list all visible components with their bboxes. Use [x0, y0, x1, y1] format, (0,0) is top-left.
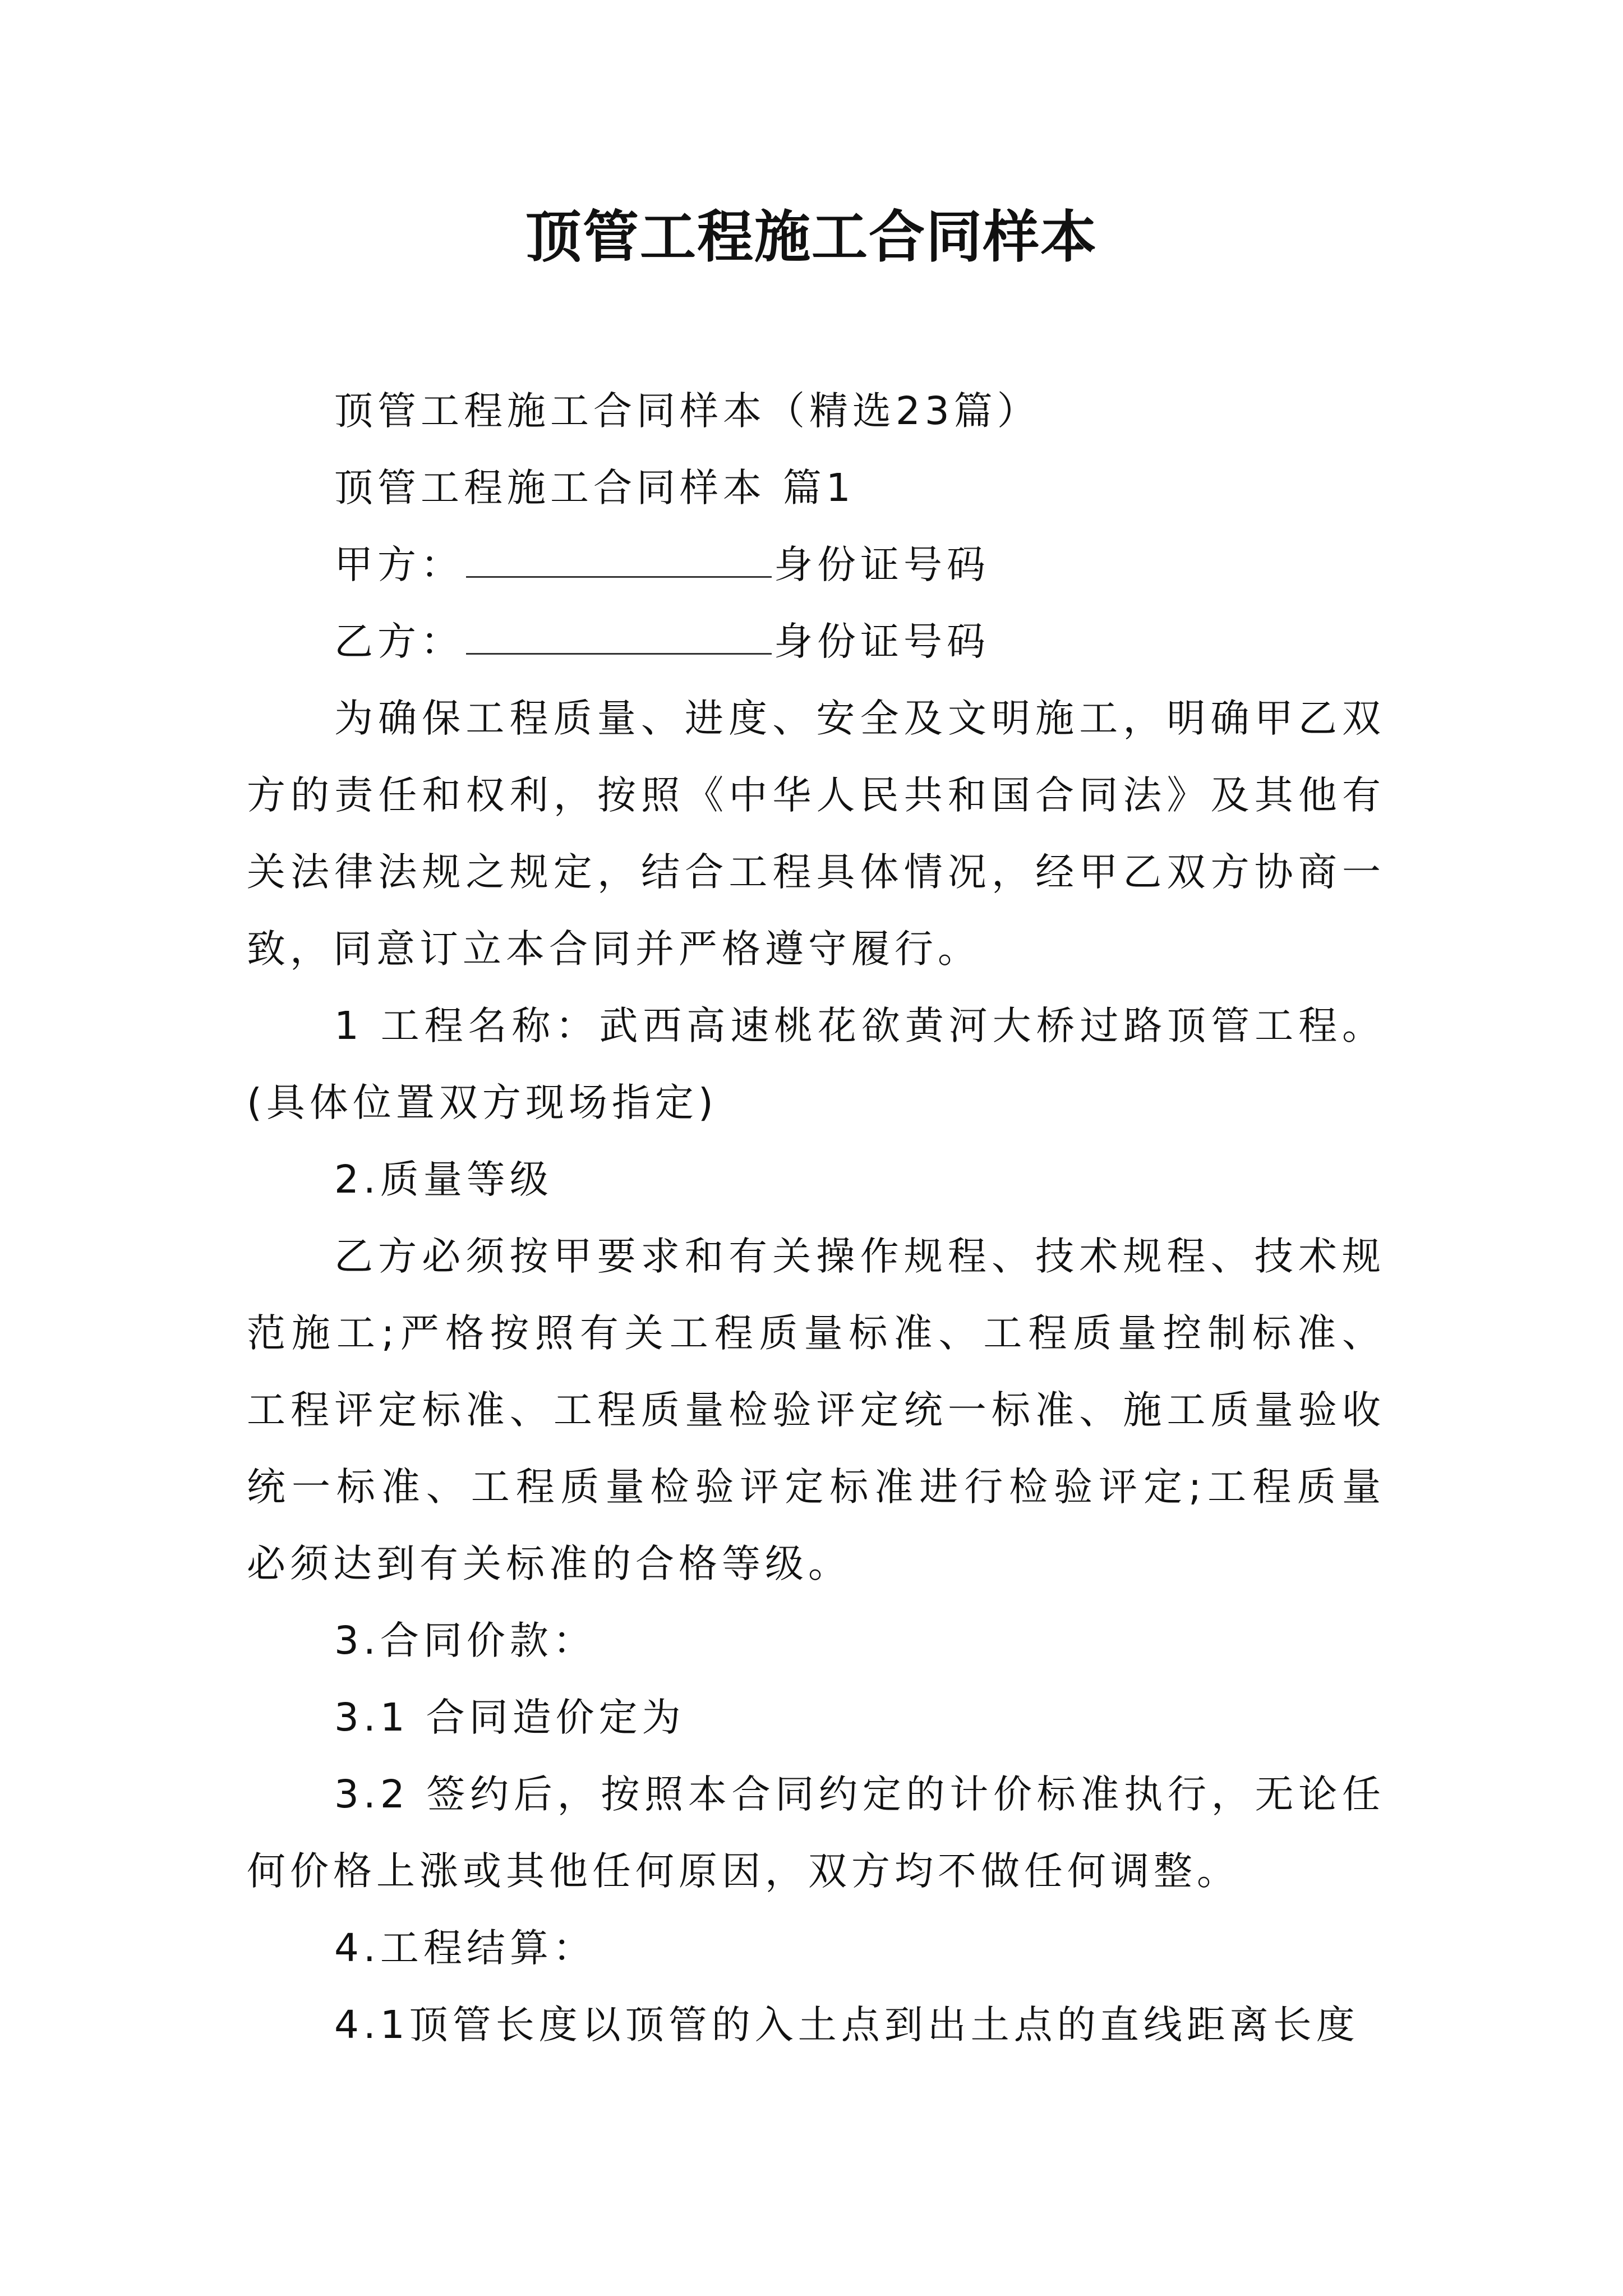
document-title: 顶管工程施工合同样本: [525, 204, 1098, 270]
party-b-blank: [466, 618, 772, 655]
section-heading: 顶管工程施工合同样本 篇1: [334, 466, 855, 510]
project-name-paragraph: 1 工程名称：武西高速桃花欲黄河大桥过路顶管工程。(具体位置双方现场指定): [247, 1004, 1385, 1125]
document-body: [247, 373, 1385, 2064]
party-b-label: 乙方：: [334, 619, 464, 664]
price-heading: 3.合同价款：: [334, 1618, 596, 1663]
party-b-id-label: 身份证号码: [774, 619, 990, 664]
party-b-line: [247, 604, 1385, 680]
subtitle-paragraph: 顶管工程施工合同样本（精选23篇）: [334, 389, 1040, 434]
quality-paragraph: 乙方必须按甲要求和有关操作规程、技术规程、技术规范施工;严格按照有关工程质量标准、工程质量控制标准、工程评定标准、工程质量检验评定统一标准、施工质量验收统一标准、工程质量检验评定标准进行检验评定;工程质量必须达到有关标准的合格等级。: [247, 1234, 1385, 1586]
party-a-id-label: 身份证号码: [774, 542, 990, 587]
preamble-paragraph: 为确保工程质量、进度、安全及文明施工，明确甲乙双方的责任和权利，按照《中华人民共和国合同法》及其他有关法律法规之规定，结合工程具体情况，经甲乙双方协商一致，同意订立本合同并严格遵守履行。: [247, 696, 1385, 972]
quality-heading: 2.质量等级: [334, 1157, 553, 1202]
settlement-heading: 4.工程结算：: [334, 1926, 596, 1971]
party-a-blank: [466, 541, 772, 578]
price-clause-3-2: 3.2 签约后，按照本合同约定的计价标准执行，无论任何价格上涨或其他任何原因，双方均不做任何调整。: [247, 1772, 1385, 1894]
settlement-clause-4-1: 4.1顶管长度以顶管的入土点到出土点的直线距离长度: [334, 2003, 1359, 2047]
price-clause-3-1: 3.1 合同造价定为: [334, 1695, 685, 1740]
party-a-label: 甲方：: [334, 542, 464, 587]
party-a-line: [247, 527, 1385, 604]
